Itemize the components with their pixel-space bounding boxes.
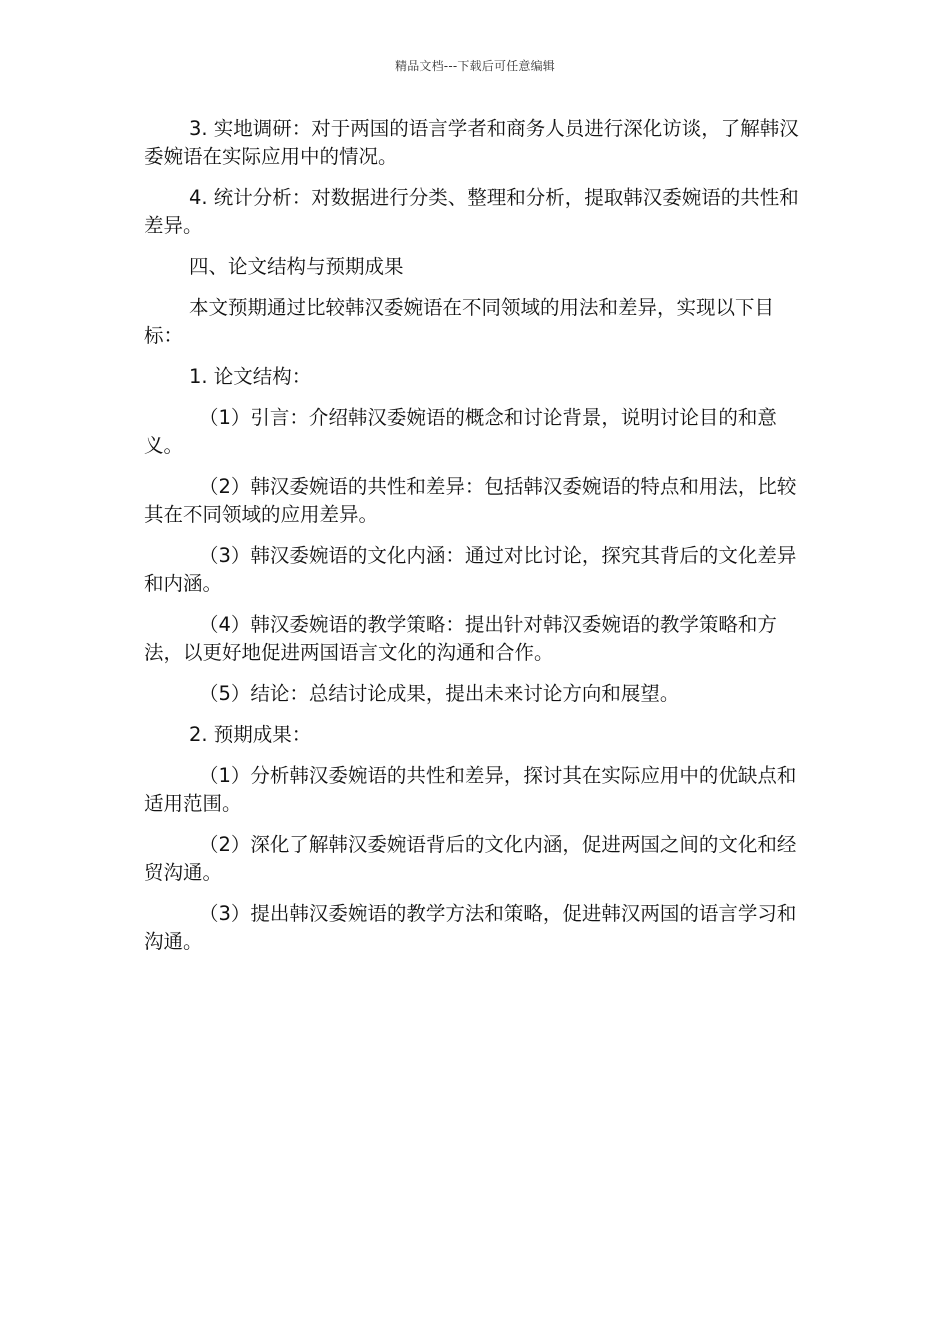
structure-item-culture: （3）韩汉委婉语的文化内涵：通过对比讨论，探究其背后的文化差异和内涵。 [144,544,797,595]
document-body [144,115,806,969]
outcome-item-teaching: （3）提出韩汉委婉语的教学方法和策略，促进韩汉两国的语言学习和沟通。 [144,902,797,953]
section-heading: 四、论文结构与预期成果 [189,255,404,278]
method-item-statistical-analysis: 4. 统计分析：对数据进行分类、整理和分析，提取韩汉委婉语的共性和差异。 [144,186,799,237]
structure-heading: 1. 论文结构： [189,365,312,388]
page-header: 精品文档---下载后可任意编辑 [395,59,555,73]
outcome-item-analysis: （1）分析韩汉委婉语的共性和差异，探讨其在实际应用中的优缺点和适用范围。 [144,764,797,815]
section-intro: 本文预期通过比较韩汉委婉语在不同领域的用法和差异，实现以下目标： [144,296,775,347]
structure-item-introduction: （1）引言：介绍韩汉委婉语的概念和讨论背景，说明讨论目的和意义。 [144,406,777,457]
structure-item-conclusion: （5）结论：总结讨论成果，提出未来讨论方向和展望。 [199,682,680,705]
structure-item-teaching: （4）韩汉委婉语的教学策略：提出针对韩汉委婉语的教学策略和方法，以更好地促进两国语言文化的沟通和合作。 [144,613,777,664]
outcome-item-culture: （2）深化了解韩汉委婉语背后的文化内涵，促进两国之间的文化和经贸沟通。 [144,833,797,884]
outcomes-heading: 2. 预期成果： [189,723,312,746]
structure-item-commonality: （2）韩汉委婉语的共性和差异：包括韩汉委婉语的特点和用法，比较其在不同领域的应用差异。 [144,475,797,526]
method-item-field-research: 3. 实地调研：对于两国的语言学者和商务人员进行深化访谈，了解韩汉委婉语在实际应用中的情况。 [144,117,799,168]
